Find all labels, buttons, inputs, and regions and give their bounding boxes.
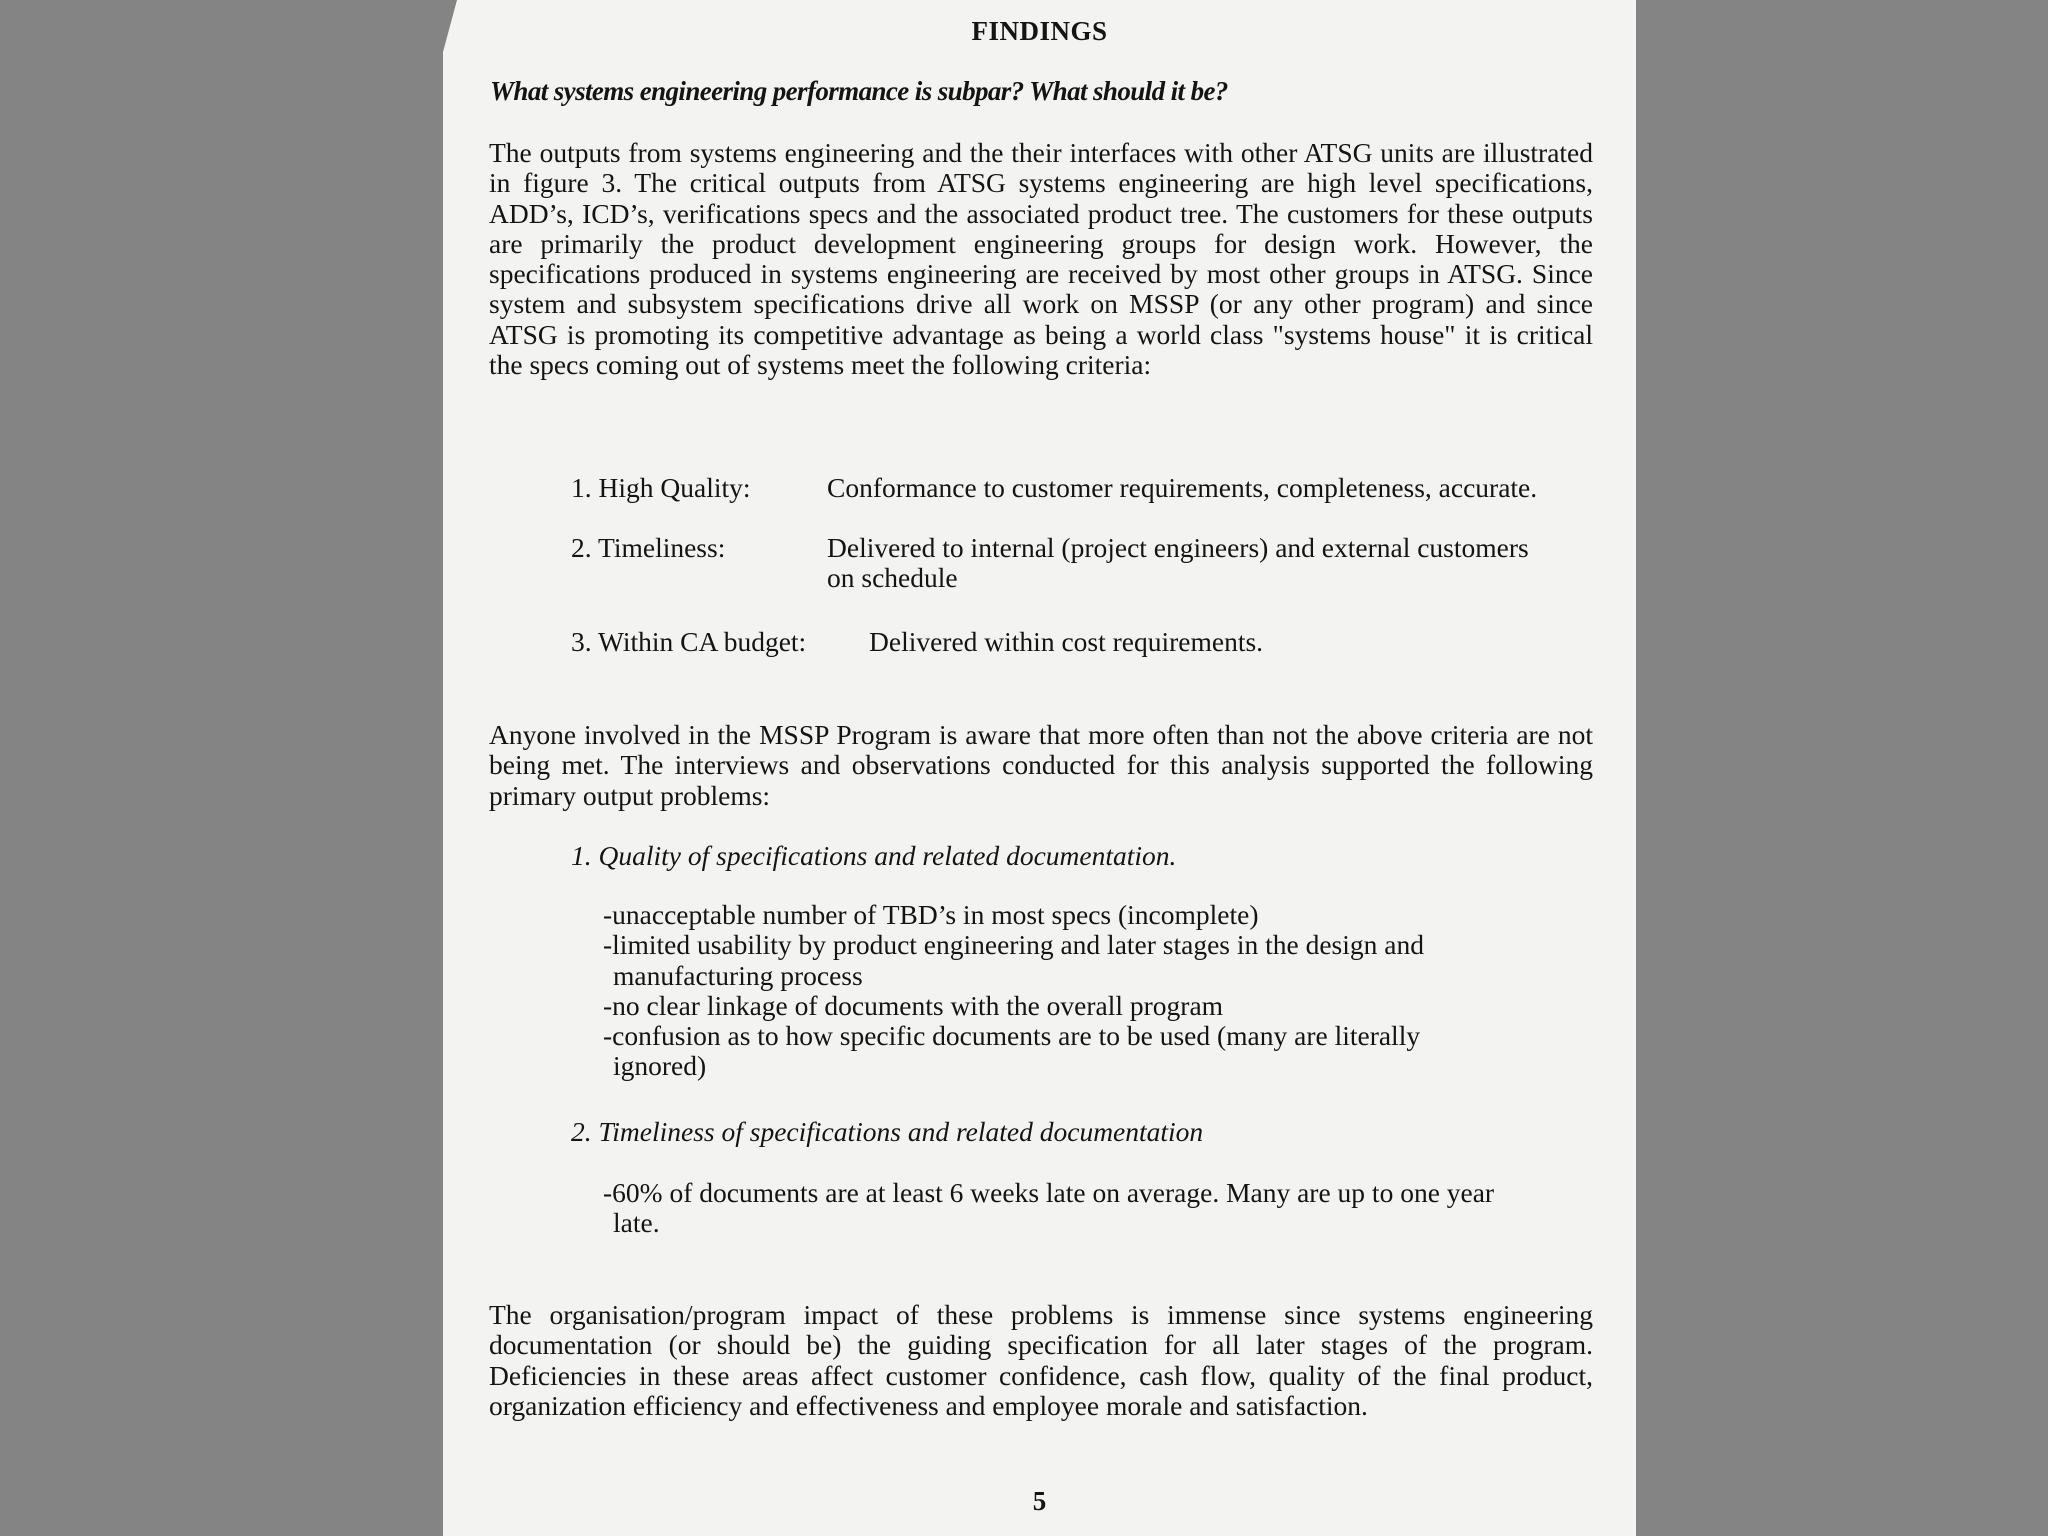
criteria-label: 1. High Quality: (571, 472, 751, 503)
problem-heading-quality: 1. Quality of specifications and related documentation. (571, 840, 1177, 871)
problems-paragraph: Anyone involved in the MSSP Program is aware that more often than not the above criteria are not being met. The interviews and observations conducted for this analysis supported the following primary output problems: (489, 719, 1593, 811)
criteria-label: 3. Within CA budget: (571, 626, 807, 657)
impact-paragraph: The organisation/program impact of these problems is immense since systems engineering documentation (or should be) the guiding specification for all later stages of the program. Deficiencies in these areas affect customer confidence, cash flow, quality of the final product, organization efficiency and effectiveness and employee morale and satisfaction. (489, 1299, 1593, 1421)
criteria-description-line2: on schedule (827, 562, 958, 593)
section-question: What systems engineering performance is subpar? What should it be? (490, 76, 1228, 106)
document-page (443, 0, 1636, 1536)
list-item: -confusion as to how specific documents are to be used (many are literally (603, 1020, 1421, 1052)
criteria-description-line1: Delivered to internal (project engineers) and external customers (827, 532, 1529, 563)
list-item-continuation: ignored) (613, 1050, 707, 1082)
list-item: -no clear linkage of documents with the overall program (603, 989, 1224, 1021)
page-heading: FINDINGS (971, 16, 1108, 46)
list-item: -limited usability by product engineering and later stages in the design and (603, 929, 1424, 961)
list-item-continuation: late. (613, 1207, 660, 1239)
criteria-label: 2. Timeliness: (571, 532, 726, 563)
list-item: -60% of documents are at least 6 weeks late on average. Many are up to one year (603, 1177, 1495, 1208)
intro-paragraph: The outputs from systems engineering and the their interfaces with other ATSG units are illustrated in figure 3. The critical outputs from ATSG systems engineering are high level specifications, ADD’s, ICD’s, verifications specs and the associated product tree. The customers for these outputs are primarily the product development engineering groups for design work. However, the specifications produced in systems engineering are received by most other groups in ATSG. Since system and subsystem specifications drive all work on MSSP (or any other program) and since ATSG is promoting its competitive advantage as being a world class "systems house" it is critical the specs coming out of systems meet the following criteria: (489, 137, 1593, 381)
list-item-continuation: manufacturing process (613, 959, 863, 991)
problem-bullets-timeliness (603, 1178, 1593, 1239)
criteria-description: Delivered within cost requirements. (869, 626, 1264, 657)
problem-bullets-quality (603, 900, 1593, 1082)
criteria-description: Conformance to customer requirements, completeness, accurate. (827, 472, 1538, 503)
problem-heading-timeliness: 2. Timeliness of specifications and related documentation (571, 1116, 1204, 1147)
page-number: 5 (1032, 1486, 1047, 1516)
list-item: -unacceptable number of TBD’s in most specs (incomplete) (603, 899, 1259, 930)
